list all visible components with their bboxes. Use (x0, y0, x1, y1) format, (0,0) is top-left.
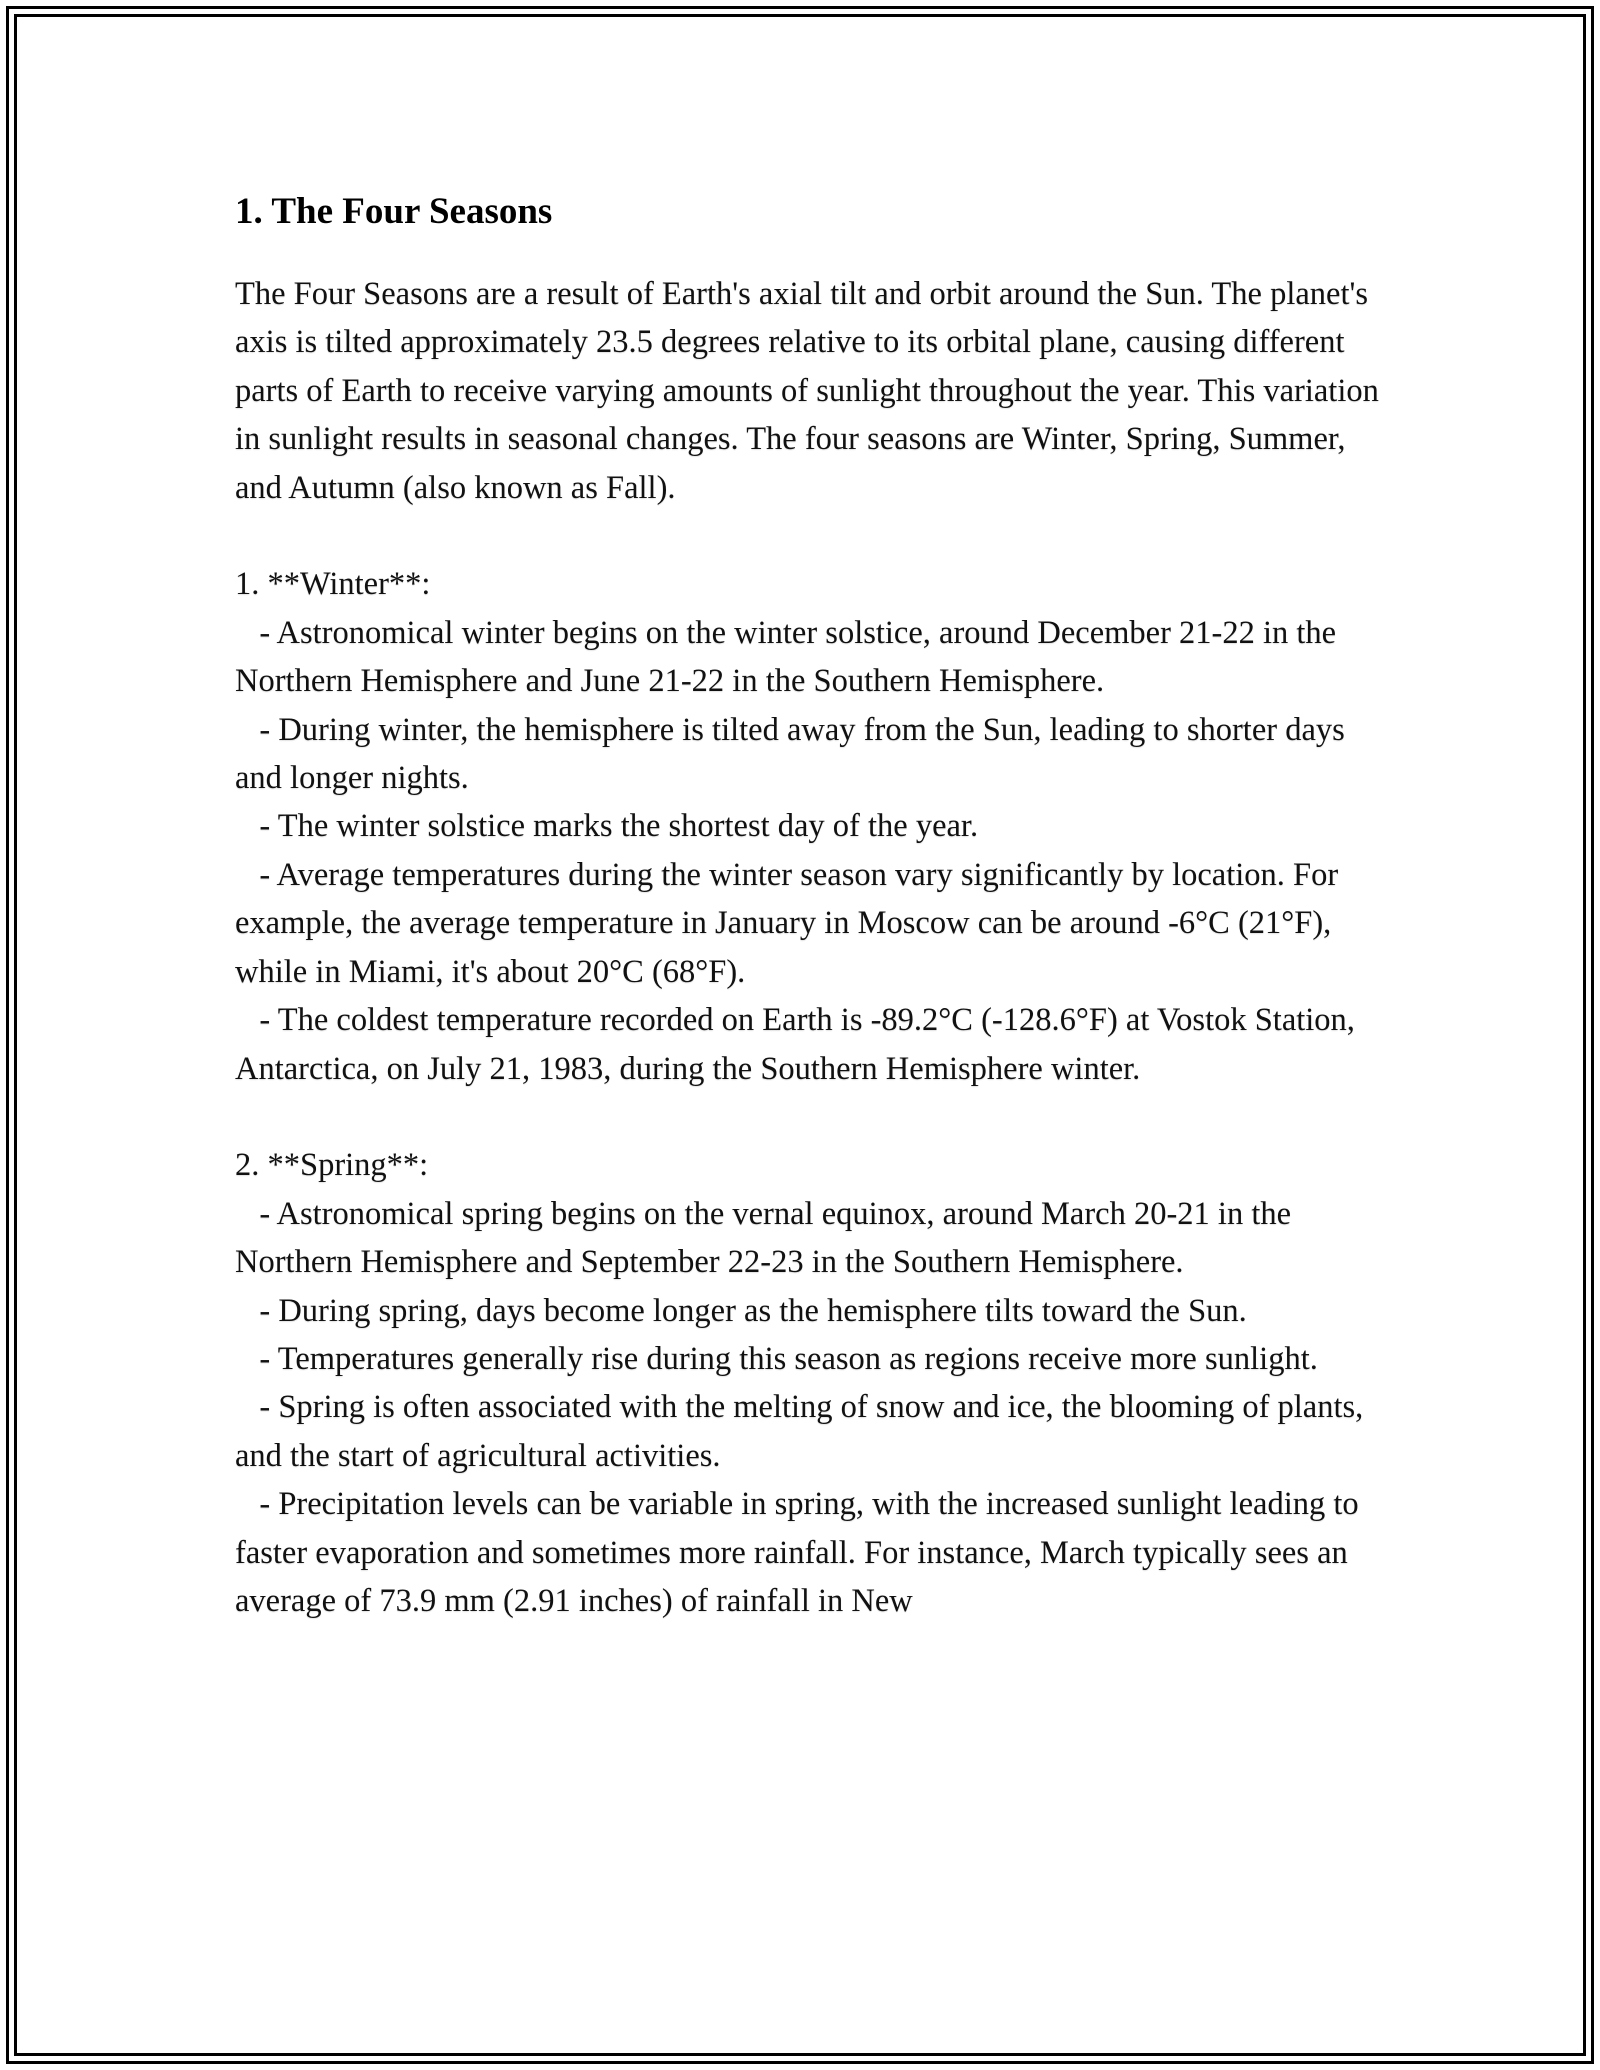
document-content (235, 182, 1385, 1625)
body-text: The Four Seasons are a result of Earth's axial tilt and orbit around the Sun. The planet's axis is tilted approximately 23.5 degrees relative to its orbital plane, causing different parts of Earth to receive varying amounts of sunlight throughout the year. This variation in sunlight results in seasonal changes. The four seasons are Winter, Spring, Summer, and Autumn (also known as Fall). 1. **Winter**: - Astronomical winter begins on the winter solstice, around December 21-22 in the Northern Hemisphere and June 21-22 in the Southern Hemisphere. - During winter, the hemisphere is tilted away from the Sun, leading to shorter days and longer nights. - The winter solstice marks the shortest day of the year. - Average temperatures during the winter season vary significantly by location. For example, the average temperature in January in Moscow can be around -6°C (21°F), while in Miami, it's about 20°C (68°F). - The coldest temperature recorded on Earth is -89.2°C (-128.6°F) at Vostok Station, Antarctica, on July 21, 1983, during the Southern Hemisphere winter. 2. **Spring**: - Astronomical spring begins on the vernal equinox, around March 20-21 in the Northern Hemisphere and September 22-23 in the Southern Hemisphere. - During spring, days become longer as the hemisphere tilts toward the Sun. - Temperatures generally rise during this season as regions receive more sunlight. - Spring is often associated with the melting of snow and ice, the blooming of plants, and the start of agricultural activities. - Precipitation levels can be variable in spring, with the increased sunlight leading to faster evaporation and sometimes more rainfall. For instance, March typically sees an average of 73.9 mm (2.91 inches) of rainfall in New (235, 276, 1379, 1619)
page-title: 1. The Four Seasons (235, 191, 553, 232)
